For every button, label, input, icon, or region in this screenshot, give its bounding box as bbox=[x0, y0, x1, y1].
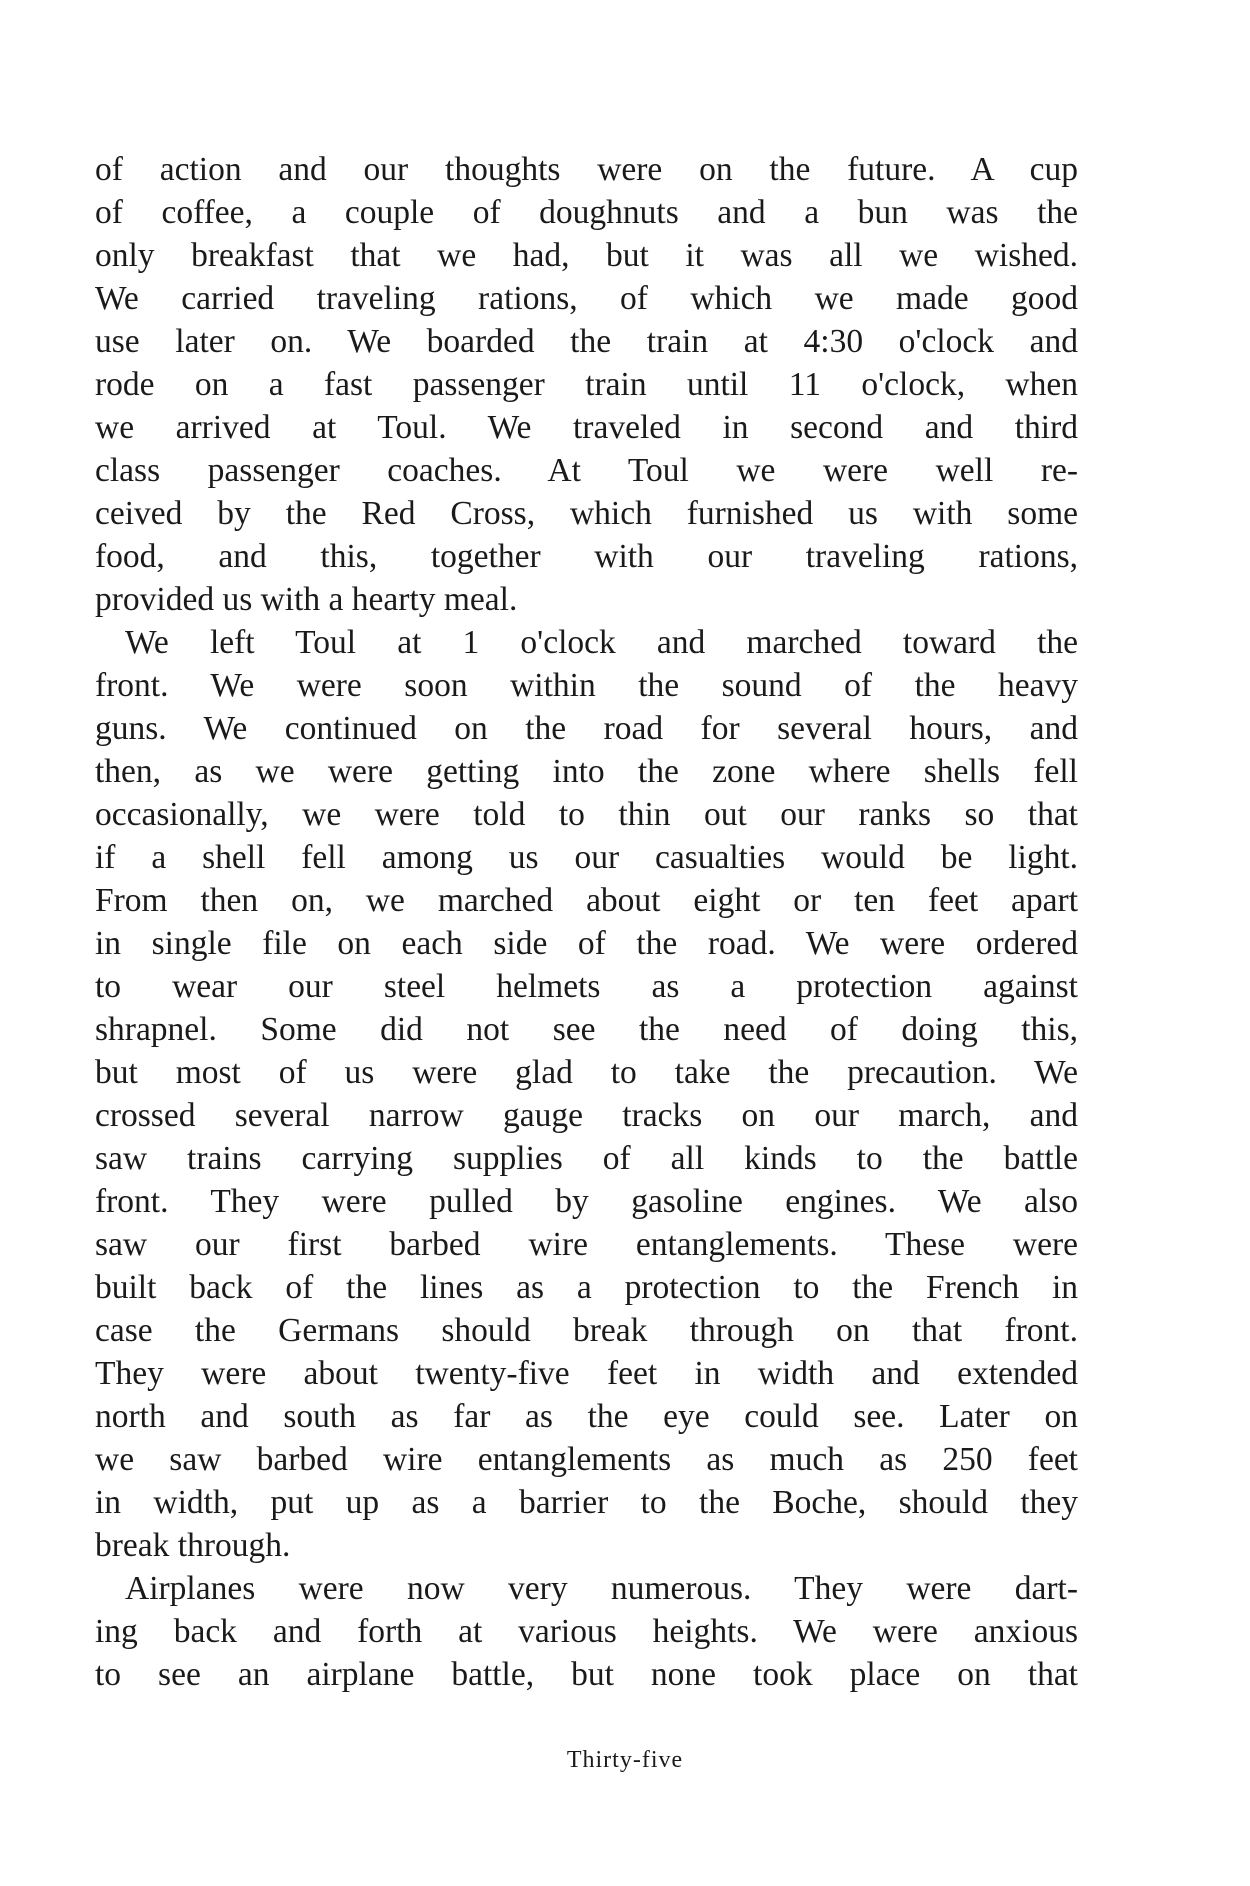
text-line: food, and this, together with our traveling rations, bbox=[95, 538, 1078, 575]
text-line: we saw barbed wire entanglements as much as 250 feet bbox=[95, 1441, 1078, 1478]
text-line: saw our first barbed wire entanglements. These were bbox=[95, 1226, 1078, 1263]
text-line: then, as we were getting into the zone where shells fell bbox=[95, 753, 1078, 790]
paragraph bbox=[95, 1567, 1078, 1696]
text-line: built back of the lines as a protection to the French in bbox=[95, 1269, 1078, 1306]
text-line: rode on a fast passenger train until 11 o'clock, when bbox=[95, 366, 1078, 403]
text-line: break through. bbox=[95, 1527, 291, 1564]
text-line: we arrived at Toul. We traveled in second and third bbox=[95, 409, 1078, 446]
text-line: guns. We continued on the road for several hours, and bbox=[95, 710, 1078, 747]
text-line: class passenger coaches. At Toul we were well re- bbox=[95, 452, 1078, 489]
text-line: front. They were pulled by gasoline engines. We also bbox=[95, 1183, 1078, 1220]
text-line: provided us with a hearty meal. bbox=[95, 581, 518, 618]
text-line: to see an airplane battle, but none took place on that bbox=[95, 1656, 1078, 1693]
text-line: We left Toul at 1 o'clock and marched toward the bbox=[125, 624, 1078, 661]
text-line: in single file on each side of the road. We were ordered bbox=[95, 925, 1078, 962]
text-line: They were about twenty-five feet in width and extended bbox=[95, 1355, 1078, 1392]
text-line: We carried traveling rations, of which we made good bbox=[95, 280, 1078, 317]
text-line: but most of us were glad to take the precaution. We bbox=[95, 1054, 1078, 1091]
text-line: in width, put up as a barrier to the Boche, should they bbox=[95, 1484, 1078, 1521]
text-line: case the Germans should break through on that front. bbox=[95, 1312, 1078, 1349]
text-line: of action and our thoughts were on the future. A cup bbox=[95, 151, 1078, 188]
text-line: if a shell fell among us our casualties would be light. bbox=[95, 839, 1078, 876]
paragraph bbox=[95, 148, 1078, 621]
text-line: ing back and forth at various heights. We were anxious bbox=[95, 1613, 1078, 1650]
page-body bbox=[95, 148, 1078, 1696]
text-line: crossed several narrow gauge tracks on our march, and bbox=[95, 1097, 1078, 1134]
text-line: shrapnel. Some did not see the need of doing this, bbox=[95, 1011, 1078, 1048]
paragraph bbox=[95, 621, 1078, 1567]
text-line: only breakfast that we had, but it was all we wished. bbox=[95, 237, 1078, 274]
text-line: occasionally, we were told to thin out our ranks so that bbox=[95, 796, 1078, 833]
text-line: of coffee, a couple of doughnuts and a bun was the bbox=[95, 194, 1078, 231]
text-line: saw trains carrying supplies of all kinds to the battle bbox=[95, 1140, 1078, 1177]
page-number: Thirty-five bbox=[566, 1747, 684, 1773]
text-line: ceived by the Red Cross, which furnished us with some bbox=[95, 495, 1078, 532]
text-line: From then on, we marched about eight or ten feet apart bbox=[95, 882, 1078, 919]
text-line: front. We were soon within the sound of the heavy bbox=[95, 667, 1078, 704]
text-line: use later on. We boarded the train at 4:30 o'clock and bbox=[95, 323, 1078, 360]
text-line: to wear our steel helmets as a protection against bbox=[95, 968, 1078, 1005]
text-line: north and south as far as the eye could see. Later on bbox=[95, 1398, 1078, 1435]
text-line: Airplanes were now very numerous. They were dart- bbox=[125, 1570, 1078, 1607]
